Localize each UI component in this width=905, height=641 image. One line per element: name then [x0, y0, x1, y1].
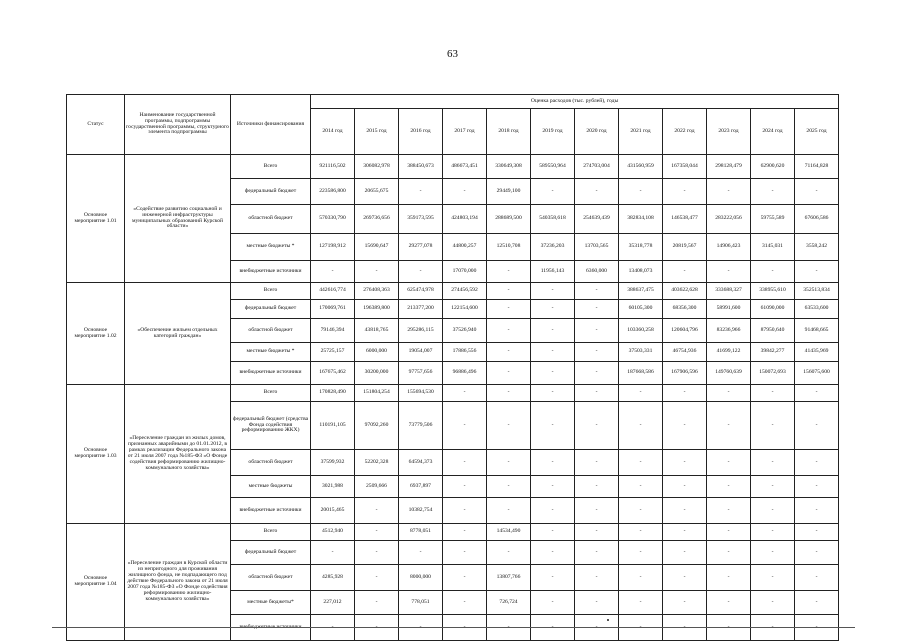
value-cell: - [795, 615, 839, 641]
value-cell: 187668,586 [619, 362, 663, 385]
value-cell: - [575, 300, 619, 319]
value-cell: - [751, 615, 795, 641]
value-cell: 30200,000 [355, 362, 399, 385]
header-year: 2016 год [399, 109, 443, 155]
value-cell: - [531, 319, 575, 343]
row-source: Всего [231, 524, 311, 541]
value-cell: - [575, 402, 619, 450]
row-status: Основное мероприятие 1.04 [67, 524, 125, 641]
value-cell: 540358,618 [531, 205, 575, 234]
row-name: «Переселение граждан в Курской области из непригодного для проживания жилищного фонда, не подпадающего под действие Федерального закона от 21 июля 2007 года №185-ФЗ «О Фонде содействия реформированию жилищно-коммунального хозяйства» [125, 524, 231, 641]
value-cell: 71164,828 [795, 155, 839, 179]
value-cell: 3021,988 [311, 476, 355, 498]
value-cell: - [751, 261, 795, 283]
row-source: федеральный бюджет [231, 300, 311, 319]
value-cell: - [311, 541, 355, 565]
value-cell: - [487, 319, 531, 343]
value-cell: 63533,600 [795, 300, 839, 319]
value-cell: - [795, 476, 839, 498]
value-cell: - [487, 283, 531, 300]
row-source: Всего [231, 155, 311, 179]
header-year: 2021 год [619, 109, 663, 155]
value-cell: 25725,157 [311, 343, 355, 362]
row-source: местные бюджеты * [231, 234, 311, 261]
value-cell: 52202,328 [355, 450, 399, 476]
row-source: местные бюджеты* [231, 591, 311, 615]
value-cell: - [751, 565, 795, 591]
value-cell: - [311, 615, 355, 641]
value-cell: - [707, 476, 751, 498]
value-cell: - [707, 450, 751, 476]
header-estimate: Оценка расходов (тыс. рублей), годы [311, 95, 839, 109]
value-cell: - [575, 319, 619, 343]
value-cell: - [487, 541, 531, 565]
row-source: внебюджетные источники [231, 362, 311, 385]
table-row [67, 385, 839, 402]
value-cell: - [751, 450, 795, 476]
value-cell: - [795, 565, 839, 591]
value-cell: - [795, 402, 839, 450]
expenditure-table [66, 94, 839, 641]
value-cell: - [707, 402, 751, 450]
header-year: 2020 год [575, 109, 619, 155]
value-cell: - [487, 615, 531, 641]
value-cell: - [751, 476, 795, 498]
row-source: областной бюджет [231, 565, 311, 591]
value-cell: 8000,000 [399, 565, 443, 591]
value-cell: - [795, 261, 839, 283]
value-cell: 73779,506 [399, 402, 443, 450]
value-cell: 37503,331 [619, 343, 663, 362]
value-cell: - [531, 541, 575, 565]
value-cell: 87950,640 [751, 319, 795, 343]
value-cell: 146538,477 [663, 205, 707, 234]
value-cell: 338955,610 [751, 283, 795, 300]
value-cell: - [795, 541, 839, 565]
value-cell: - [707, 615, 751, 641]
value-cell: 59755,589 [751, 205, 795, 234]
header-year: 2022 год [663, 109, 707, 155]
value-cell: 83236,966 [707, 319, 751, 343]
value-cell: 17070,000 [443, 261, 487, 283]
value-cell: - [663, 476, 707, 498]
header-name: Наименование государственной программы, подпрограммы государственной программы, структурного элемента подпрограммы [125, 95, 231, 155]
header-year: 2015 год [355, 109, 399, 155]
value-cell: - [619, 385, 663, 402]
value-cell: 295286,115 [399, 319, 443, 343]
value-cell: 778,051 [399, 591, 443, 615]
header-year: 2025 год [795, 109, 839, 155]
value-cell: - [707, 498, 751, 524]
value-cell: - [487, 450, 531, 476]
value-cell: - [575, 362, 619, 385]
row-source: Всего [231, 283, 311, 300]
value-cell: 269736,656 [355, 205, 399, 234]
row-source: внебюджетные источники [231, 261, 311, 283]
value-cell: - [355, 591, 399, 615]
value-cell: - [443, 450, 487, 476]
value-cell: 37526,940 [443, 319, 487, 343]
value-cell: - [575, 591, 619, 615]
value-cell: - [707, 591, 751, 615]
value-cell: 283222,056 [707, 205, 751, 234]
value-cell: - [619, 476, 663, 498]
value-cell: 20819,567 [663, 234, 707, 261]
value-cell: - [575, 476, 619, 498]
value-cell: - [795, 524, 839, 541]
value-cell: - [751, 524, 795, 541]
value-cell: - [619, 450, 663, 476]
value-cell: - [487, 261, 531, 283]
value-cell: 35318,778 [619, 234, 663, 261]
value-cell: - [663, 565, 707, 591]
row-source: местные бюджеты * [231, 343, 311, 362]
value-cell: - [443, 476, 487, 498]
value-cell: - [399, 615, 443, 641]
value-cell: 14906,423 [707, 234, 751, 261]
value-cell: 167906,596 [663, 362, 707, 385]
table-row [67, 155, 839, 179]
table-header [67, 95, 839, 155]
row-name: «Переселение граждан из жилых домов, признанных аварийными до 01.01.2012, в рамках реализации Федерального закона от 21 июля 2007 года №185-ФЗ «О Фонде содействия реформированию жилищно-коммунального хозяйства» [125, 385, 231, 524]
header-sources: Источники финансирования [231, 95, 311, 155]
value-cell: 14534,490 [487, 524, 531, 541]
value-cell: 13408,073 [619, 261, 663, 283]
value-cell: 127198,912 [311, 234, 355, 261]
value-cell: 276408,363 [355, 283, 399, 300]
value-cell: - [355, 615, 399, 641]
value-cell: - [795, 179, 839, 205]
value-cell: - [707, 385, 751, 402]
value-cell: 20015,465 [311, 498, 355, 524]
value-cell: - [619, 402, 663, 450]
value-cell: 196389,800 [355, 300, 399, 319]
header-year: 2019 год [531, 109, 575, 155]
value-cell: - [531, 362, 575, 385]
value-cell: - [795, 498, 839, 524]
value-cell: 213377,200 [399, 300, 443, 319]
value-cell: - [575, 343, 619, 362]
value-cell: 3558,242 [795, 234, 839, 261]
value-cell: 2509,666 [355, 476, 399, 498]
header-year: 2018 год [487, 109, 531, 155]
value-cell: 486673,451 [443, 155, 487, 179]
header-year: 2017 год [443, 109, 487, 155]
value-cell: - [443, 385, 487, 402]
row-source: местные бюджеты [231, 476, 311, 498]
value-cell: 12510,708 [487, 234, 531, 261]
value-cell: 13807,766 [487, 565, 531, 591]
value-cell: - [663, 179, 707, 205]
value-cell: 44800,257 [443, 234, 487, 261]
value-cell: 97757,656 [399, 362, 443, 385]
value-cell: - [443, 615, 487, 641]
table-row [67, 524, 839, 541]
value-cell: - [795, 385, 839, 402]
value-cell: - [751, 498, 795, 524]
value-cell: - [443, 565, 487, 591]
value-cell: 254639,439 [575, 205, 619, 234]
value-cell: - [707, 261, 751, 283]
value-cell: 67606,586 [795, 205, 839, 234]
value-cell: - [707, 541, 751, 565]
value-cell: 110191,105 [311, 402, 355, 450]
value-cell: 17886,556 [443, 343, 487, 362]
value-cell: - [487, 476, 531, 498]
value-cell: 20655,675 [355, 179, 399, 205]
table-row [67, 283, 839, 300]
value-cell: - [443, 402, 487, 450]
value-cell: - [619, 541, 663, 565]
value-cell: - [663, 591, 707, 615]
value-cell: 91468,665 [795, 319, 839, 343]
value-cell: 122154,600 [443, 300, 487, 319]
value-cell: - [575, 565, 619, 591]
value-cell: - [663, 450, 707, 476]
value-cell: - [531, 402, 575, 450]
value-cell: 29449,100 [487, 179, 531, 205]
value-cell: - [707, 179, 751, 205]
value-cell: 103360,258 [619, 319, 663, 343]
value-cell: - [443, 541, 487, 565]
value-cell: - [355, 498, 399, 524]
page-number: 63 [447, 48, 458, 60]
value-cell: 6000,000 [355, 343, 399, 362]
value-cell: 41699,122 [707, 343, 751, 362]
value-cell: - [487, 498, 531, 524]
row-name: «Обеспечение жильем отдельных категорий граждан» [125, 283, 231, 385]
value-cell: 288689,500 [487, 205, 531, 234]
value-cell: - [619, 179, 663, 205]
value-cell: - [531, 343, 575, 362]
value-cell: 149760,639 [707, 362, 751, 385]
value-cell: - [575, 283, 619, 300]
value-cell: 156075,600 [795, 362, 839, 385]
value-cell: 3145,031 [751, 234, 795, 261]
value-cell: - [575, 615, 619, 641]
value-cell: 570330,790 [311, 205, 355, 234]
value-cell: 68356,300 [663, 300, 707, 319]
value-cell: 4285,928 [311, 565, 355, 591]
value-cell: 4512,940 [311, 524, 355, 541]
value-cell: - [443, 524, 487, 541]
value-cell: 10382,754 [399, 498, 443, 524]
row-source: Всего [231, 385, 311, 402]
value-cell: - [531, 524, 575, 541]
value-cell: - [531, 300, 575, 319]
value-cell: - [795, 450, 839, 476]
value-cell: - [663, 541, 707, 565]
value-cell: 19054,007 [399, 343, 443, 362]
row-name: «Содействие развитию социальной и инженерной инфраструктуры муниципальных образований Курской области» [125, 155, 231, 283]
value-cell: 403622,628 [663, 283, 707, 300]
value-cell: - [575, 498, 619, 524]
value-cell: - [575, 524, 619, 541]
value-cell: 43818,765 [355, 319, 399, 343]
page-bottom-line [52, 627, 855, 628]
header-year: 2014 год [311, 109, 355, 155]
value-cell: 921116,502 [311, 155, 355, 179]
value-cell: 37599,932 [311, 450, 355, 476]
value-cell: - [487, 343, 531, 362]
value-cell: 151804,254 [355, 385, 399, 402]
value-cell: 333688,327 [707, 283, 751, 300]
value-cell: 79146,394 [311, 319, 355, 343]
value-cell: 431560,959 [619, 155, 663, 179]
row-source: внебюджетные источники [231, 498, 311, 524]
value-cell: 352513,834 [795, 283, 839, 300]
value-cell: 274703,004 [575, 155, 619, 179]
value-cell: 424803,194 [443, 205, 487, 234]
value-cell: - [531, 476, 575, 498]
value-cell: 96886,496 [443, 362, 487, 385]
header-year: 2024 год [751, 109, 795, 155]
row-source: федеральный бюджет [231, 179, 311, 205]
value-cell: 8778,051 [399, 524, 443, 541]
value-cell: - [575, 450, 619, 476]
value-cell: - [575, 385, 619, 402]
value-cell: 298128,479 [707, 155, 751, 179]
value-cell: 6360,000 [575, 261, 619, 283]
header-status: Статус [67, 95, 125, 155]
value-cell: - [707, 524, 751, 541]
header-year: 2023 год [707, 109, 751, 155]
value-cell: 41435,969 [795, 343, 839, 362]
value-cell: 46754,936 [663, 343, 707, 362]
value-cell: - [663, 615, 707, 641]
value-cell: - [575, 541, 619, 565]
value-cell: 167675,462 [311, 362, 355, 385]
value-cell: - [663, 385, 707, 402]
value-cell: 170828,490 [311, 385, 355, 402]
value-cell: 62900,620 [751, 155, 795, 179]
value-cell: - [663, 402, 707, 450]
value-cell: - [399, 261, 443, 283]
value-cell: 11956,143 [531, 261, 575, 283]
value-cell: 64594,373 [399, 450, 443, 476]
scan-speck [607, 619, 609, 621]
value-cell: - [531, 385, 575, 402]
value-cell: - [619, 615, 663, 641]
row-source: федеральный бюджет [231, 541, 311, 565]
value-cell: - [399, 541, 443, 565]
value-cell: - [531, 283, 575, 300]
value-cell: 274456,592 [443, 283, 487, 300]
value-cell: 388450,673 [399, 155, 443, 179]
row-source: федеральный бюджет (средства Фонда содействия реформированию ЖКХ) [231, 402, 311, 450]
value-cell: - [663, 261, 707, 283]
value-cell: - [531, 450, 575, 476]
value-cell: - [355, 565, 399, 591]
value-cell: - [311, 261, 355, 283]
value-cell: 120604,796 [663, 319, 707, 343]
value-cell: - [531, 591, 575, 615]
value-cell: - [751, 402, 795, 450]
row-source: областной бюджет [231, 205, 311, 234]
value-cell: 589550,964 [531, 155, 575, 179]
value-cell: 60105,300 [619, 300, 663, 319]
value-cell: - [531, 615, 575, 641]
value-cell: 61090,000 [751, 300, 795, 319]
value-cell: - [355, 524, 399, 541]
value-cell: 388637,475 [619, 283, 663, 300]
value-cell: - [619, 591, 663, 615]
value-cell: - [795, 591, 839, 615]
value-cell: 726,724 [487, 591, 531, 615]
value-cell: - [531, 498, 575, 524]
value-cell: 58991,600 [707, 300, 751, 319]
value-cell: - [619, 565, 663, 591]
value-cell: - [443, 179, 487, 205]
value-cell: - [707, 565, 751, 591]
row-source: областной бюджет [231, 450, 311, 476]
row-status: Основное мероприятие 1.02 [67, 283, 125, 385]
value-cell: - [619, 498, 663, 524]
value-cell: - [619, 524, 663, 541]
value-cell: 39842,277 [751, 343, 795, 362]
value-cell: 170069,761 [311, 300, 355, 319]
value-cell: - [751, 179, 795, 205]
value-cell: - [531, 565, 575, 591]
value-cell: 29277,078 [399, 234, 443, 261]
value-cell: 97092,260 [355, 402, 399, 450]
value-cell: - [663, 498, 707, 524]
value-cell: 227,012 [311, 591, 355, 615]
value-cell: - [487, 362, 531, 385]
value-cell: - [355, 261, 399, 283]
value-cell: - [487, 300, 531, 319]
value-cell: - [399, 179, 443, 205]
value-cell: - [751, 591, 795, 615]
row-source: внебюджетные источники [231, 615, 311, 641]
value-cell: - [663, 524, 707, 541]
value-cell: - [487, 402, 531, 450]
value-cell: 442616,774 [311, 283, 355, 300]
row-source: областной бюджет [231, 319, 311, 343]
value-cell: 625474,978 [399, 283, 443, 300]
value-cell: 359173,595 [399, 205, 443, 234]
value-cell: 155694,530 [399, 385, 443, 402]
value-cell: 330649,308 [487, 155, 531, 179]
value-cell: 150072,693 [751, 362, 795, 385]
value-cell: - [575, 179, 619, 205]
value-cell: - [443, 591, 487, 615]
value-cell: - [355, 541, 399, 565]
value-cell: 15690,647 [355, 234, 399, 261]
value-cell: - [531, 179, 575, 205]
value-cell: 306082,978 [355, 155, 399, 179]
value-cell: 382834,108 [619, 205, 663, 234]
value-cell: 167358,044 [663, 155, 707, 179]
row-status: Основное мероприятие 1.01 [67, 155, 125, 283]
value-cell: 6937,897 [399, 476, 443, 498]
value-cell: - [443, 498, 487, 524]
value-cell: 13703,565 [575, 234, 619, 261]
row-status: Основное мероприятие 1.03 [67, 385, 125, 524]
value-cell: 223586,800 [311, 179, 355, 205]
value-cell: 37236,203 [531, 234, 575, 261]
value-cell: - [751, 541, 795, 565]
value-cell: - [751, 385, 795, 402]
value-cell: - [487, 385, 531, 402]
